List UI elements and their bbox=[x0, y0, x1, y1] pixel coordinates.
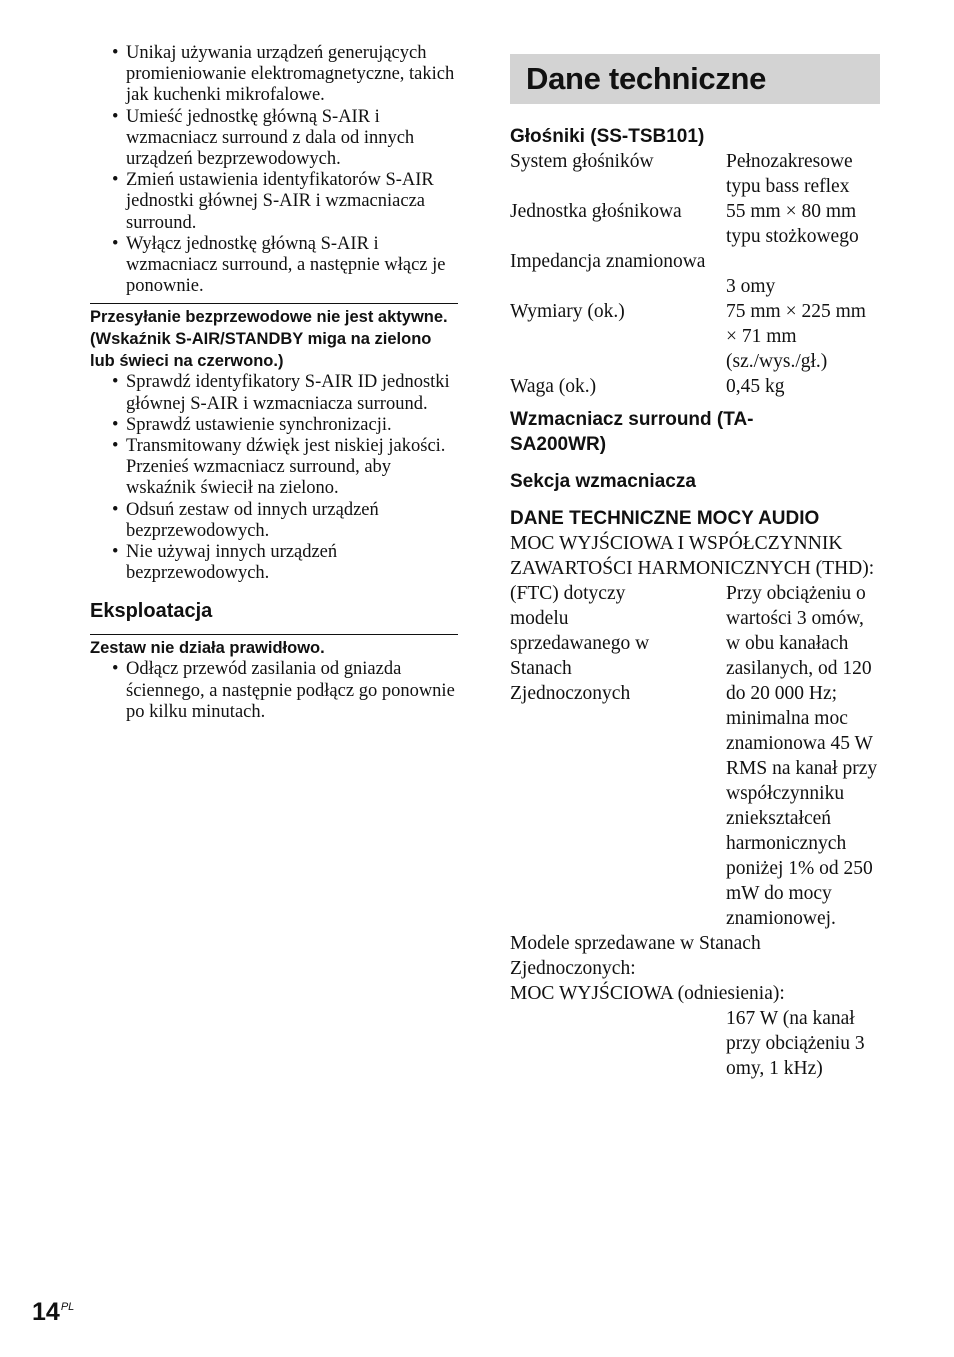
us-models-text: Modele sprzedawane w Stanach Zjednoczonych: bbox=[510, 933, 761, 979]
spec-label: (FTC) dotyczy modelu sprzedawanego w Stanach Zjednoczonych bbox=[510, 583, 650, 704]
list-item: • Odsuń zestaw od innych urządzeń bezprzewodowych. bbox=[126, 500, 458, 542]
list-item: • Nie używaj innych urządzeń bezprzewodowych. bbox=[126, 542, 458, 584]
page-number-value: 14 bbox=[32, 1298, 60, 1326]
impedance-value: 3 omy bbox=[726, 276, 776, 297]
section-title-banner bbox=[510, 54, 880, 104]
spec-label: Wymiary (ok.) bbox=[510, 301, 625, 322]
list-item: • Wyłącz jednostkę główną S-AIR i wzmacniacz surround, a następnie włącz je ponownie. bbox=[126, 234, 458, 298]
operation-section-heading: Eksploatacja bbox=[90, 600, 213, 623]
list-item: • Sprawdź ustawienie synchronizacji. bbox=[126, 415, 458, 436]
spec-value: 75 mm × 225 mm × 71 mm (sz./wys./gł.) bbox=[726, 301, 866, 372]
impedance-label: Impedancja znamionowa bbox=[510, 251, 706, 272]
list-item: • Transmitowany dźwięk jest niskiej jakości. Przenieś wzmacniacz surround, aby wskaźnik świecił na zielono. bbox=[126, 436, 458, 500]
speakers-heading: Głośniki (SS-TSB101) bbox=[510, 126, 705, 147]
spec-row bbox=[510, 374, 880, 399]
right-column bbox=[510, 54, 880, 1081]
spec-value: 55 mm × 80 mm typu stożkowego bbox=[726, 201, 859, 247]
system-malfunction-heading: Zestaw nie działa prawidłowo. bbox=[90, 634, 458, 659]
operation-tips-list bbox=[90, 659, 458, 723]
spec-label: System głośników bbox=[510, 151, 654, 172]
wireless-inactive-heading: Przesyłanie bezprzewodowe nie jest aktywne. (Wskaźnik S-AIR/STANDBY miga na zielono lub świeci na czerwono.) bbox=[90, 303, 458, 372]
list-item: • Odłącz przewód zasilania od gniazda ściennego, a następnie podłącz go ponownie po kilku minutach. bbox=[126, 659, 458, 723]
spec-row bbox=[510, 581, 880, 931]
audio-power-heading: DANE TECHNICZNE MOCY AUDIO bbox=[510, 508, 820, 529]
amplifier-section-heading: Sekcja wzmacniacza bbox=[510, 471, 696, 492]
reference-power-value: 167 W (na kanał przy obciążeniu 3 omy, 1 kHz) bbox=[726, 1008, 865, 1079]
list-item: • Sprawdź identyfikatory S-AIR ID jednostki głównej S-AIR i wzmacniacza surround. bbox=[126, 372, 458, 414]
reference-power-label: MOC WYJŚCIOWA (odniesienia): bbox=[510, 983, 785, 1004]
wireless-tips-list bbox=[90, 372, 458, 584]
spec-row bbox=[510, 199, 880, 249]
spec-label: Waga (ok.) bbox=[510, 376, 597, 397]
page-number bbox=[32, 1298, 74, 1327]
spec-row bbox=[510, 299, 880, 374]
power-thd-text: MOC WYJŚCIOWA I WSPÓŁCZYNNIK ZAWARTOŚCI HARMONICZNYCH (THD): bbox=[510, 533, 875, 579]
spec-row bbox=[510, 149, 880, 199]
spec-label: Jednostka głośnikowa bbox=[510, 201, 682, 222]
language-code: PL bbox=[60, 1301, 75, 1313]
spec-value: Pełnozakresowe typu bass reflex bbox=[726, 151, 853, 197]
page-title: Dane techniczne bbox=[526, 61, 767, 96]
amplifier-heading: Wzmacniacz surround (TA-SA200WR) bbox=[510, 409, 754, 455]
interference-tips-list bbox=[90, 43, 458, 297]
spec-value: 0,45 kg bbox=[726, 376, 785, 397]
list-item: • Unikaj używania urządzeń generujących promieniowanie elektromagnetyczne, takich jak kuchenki mikrofalowe. bbox=[126, 43, 458, 107]
list-item: • Zmień ustawienia identyfikatorów S-AIR jednostki głównej S-AIR i wzmacniacza surround. bbox=[126, 170, 458, 234]
spec-value: Przy obciążeniu o wartości 3 omów, w obu kanałach zasilanych, od 120 do 20 000 Hz; minimalna moc znamionowa 45 W RMS na kanał przy współczynniku zniekształceń harmonicznych poniżej 1% od 250 mW do mocy znamionowej. bbox=[726, 583, 878, 929]
left-column bbox=[90, 43, 458, 723]
list-item: • Umieść jednostkę główną S-AIR i wzmacniacz surround z dala od innych urządzeń bezprzewodowych. bbox=[126, 107, 458, 171]
